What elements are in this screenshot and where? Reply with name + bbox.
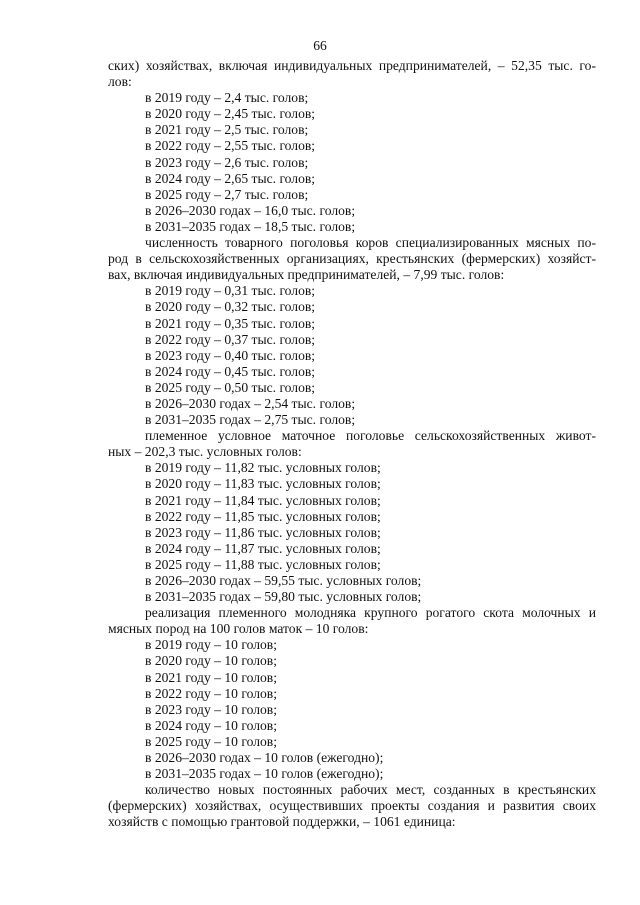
list-item: в 2022 году – 11,85 тыс. условных голов;: [145, 508, 381, 524]
list-item: в 2020 году – 2,45 тыс. голов;: [145, 106, 316, 122]
list-item: в 2021 году – 0,35 тыс. голов;: [145, 315, 316, 331]
list-item: в 2024 году – 0,45 тыс. голов;: [145, 363, 316, 379]
paragraph-line: (фермерских) хозяйствах, осуществивших проекты создания и развития своих: [108, 798, 596, 814]
document-body: [108, 58, 596, 831]
list-item: в 2023 году – 0,40 тыс. голов;: [145, 347, 316, 363]
paragraph-line: реализация племенного молодняка крупного рогатого скота молочных и: [145, 605, 596, 621]
list-item: в 2021 году – 2,5 тыс. голов;: [145, 122, 309, 138]
paragraph-line: хозяйств с помощью грантовой поддержки, – 1061 единица:: [108, 814, 456, 830]
paragraph-line: количество новых постоянных рабочих мест, созданных в крестьянских: [145, 782, 596, 798]
list-item: в 2023 году – 10 голов;: [145, 701, 277, 717]
list-item: в 2022 году – 0,37 тыс. голов;: [145, 331, 316, 347]
list-item: в 2019 году – 10 голов;: [145, 637, 277, 653]
list-item: в 2025 году – 0,50 тыс. голов;: [145, 379, 316, 395]
list-item: в 2025 году – 11,88 тыс. условных голов;: [145, 556, 381, 572]
page-number: 66: [313, 38, 327, 53]
list-item: в 2026–2030 годах – 59,55 тыс. условных голов;: [145, 573, 422, 588]
paragraph-line: численность товарного поголовья коров специализированных мясных по-: [145, 235, 596, 251]
list-item: в 2025 году – 10 голов;: [145, 733, 277, 749]
paragraph-line: вах, включая индивидуальных предпринимателей, – 7,99 тыс. голов:: [108, 267, 505, 283]
list-item: в 2021 году – 10 голов;: [145, 669, 277, 685]
list-item: в 2026–2030 годах – 10 голов (ежегодно);: [145, 750, 384, 766]
paragraph-line: род в сельскохозяйственных организациях, крестьянских (фермерских) хозяйст-: [108, 251, 596, 267]
list-item: в 2020 году – 10 голов;: [145, 653, 277, 669]
list-item: в 2022 году – 2,55 тыс. голов;: [145, 138, 316, 154]
list-item: в 2022 году – 10 голов;: [145, 685, 277, 701]
list-item: в 2031–2035 годах – 18,5 тыс. голов;: [145, 218, 356, 234]
list-item: в 2019 году – 2,4 тыс. голов;: [145, 90, 309, 106]
list-item: в 2031–2035 годах – 10 голов (ежегодно);: [145, 766, 384, 782]
list-item: в 2020 году – 0,32 тыс. голов;: [145, 299, 316, 315]
list-item: в 2024 году – 11,87 тыс. условных голов;: [145, 540, 381, 556]
paragraph-line: ных – 202,3 тыс. условных голов:: [108, 444, 302, 460]
list-item: в 2026–2030 годах – 16,0 тыс. голов;: [145, 202, 356, 218]
list-item: в 2025 году – 2,7 тыс. голов;: [145, 186, 309, 202]
list-item: в 2023 году – 11,86 тыс. условных голов;: [145, 524, 381, 540]
list-item: в 2019 году – 0,31 тыс. голов;: [145, 283, 316, 299]
list-item: в 2024 году – 2,65 тыс. голов;: [145, 170, 316, 186]
paragraph-line: мясных пород на 100 голов маток – 10 голов:: [108, 621, 369, 637]
list-item: в 2020 году – 11,83 тыс. условных голов;: [145, 476, 381, 492]
paragraph-line: племенное условное маточное поголовье сельскохозяйственных живот-: [145, 428, 596, 444]
paragraph-line: ских) хозяйствах, включая индивидуальных предпринимателей, – 52,35 тыс. го-: [108, 58, 596, 73]
list-item: в 2026–2030 годах – 2,54 тыс. голов;: [145, 395, 356, 411]
list-item: в 2021 году – 11,84 тыс. условных голов;: [145, 492, 381, 508]
list-item: в 2031–2035 годах – 2,75 тыс. голов;: [145, 412, 356, 428]
list-item: в 2031–2035 годах – 59,80 тыс. условных голов;: [145, 589, 422, 605]
paragraph-line: лов:: [108, 74, 132, 90]
list-item: в 2023 году – 2,6 тыс. голов;: [145, 154, 309, 170]
list-item: в 2024 году – 10 голов;: [145, 717, 277, 733]
list-item: в 2019 году – 11,82 тыс. условных голов;: [145, 460, 381, 476]
